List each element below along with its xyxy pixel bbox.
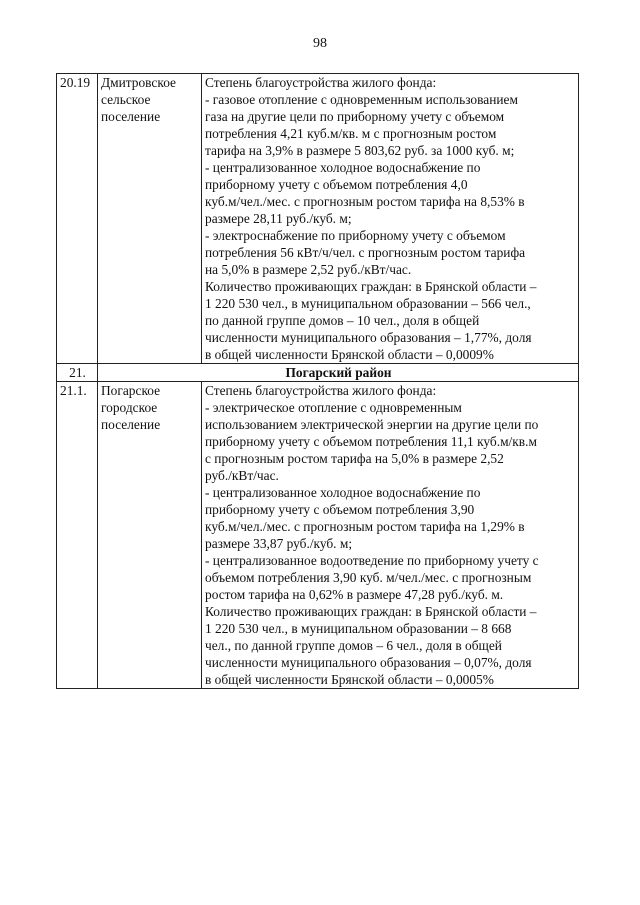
region-row: [57, 364, 579, 382]
settlement-name-line: поселение: [101, 109, 161, 124]
description-line: приборному учету с объемом потребления 3,90: [205, 502, 475, 517]
housing-description: [202, 74, 579, 364]
settlements-table: [56, 73, 579, 689]
description-line: - централизованное холодное водоснабжение по: [205, 485, 481, 500]
description-line: Степень благоустройства жилого фонда:: [205, 383, 437, 398]
description-line: 1 220 530 чел., в муниципальном образовании – 8 668: [205, 621, 512, 636]
description-line: потребления 4,21 куб.м/кв. м с прогнозным ростом: [205, 126, 497, 141]
description-line: руб./кВт/час.: [205, 468, 279, 483]
row-number: 20.19: [57, 74, 98, 364]
description-line: размере 33,87 руб./куб. м;: [205, 536, 353, 551]
description-line: Количество проживающих граждан: в Брянской области –: [205, 279, 537, 294]
description-line: ростом тарифа на 0,62% в размере 47,28 руб./куб. м.: [205, 587, 504, 602]
description-line: - электрическое отопление с одновременным: [205, 400, 462, 415]
settlement-name-line: городское: [101, 400, 158, 415]
settlement-name-line: Погарское: [101, 383, 161, 398]
description-line: газа на другие цели по приборному учету с объемом: [205, 109, 505, 124]
description-line: размере 28,11 руб./куб. м;: [205, 211, 352, 226]
description-line: Степень благоустройства жилого фонда:: [205, 75, 437, 90]
description-line: использованием электрической энергии на другие цели по: [205, 417, 539, 432]
description-line: потребления 56 кВт/ч/чел. с прогнозным ростом тарифа: [205, 245, 526, 260]
description-line: - централизованное холодное водоснабжение по: [205, 160, 481, 175]
description-line: по данной группе домов – 10 чел., доля в общей: [205, 313, 480, 328]
settlement-name: [98, 74, 202, 364]
settlement-name-line: поселение: [101, 417, 161, 432]
description-line: численности муниципального образования – 1,77%, доля: [205, 330, 532, 345]
description-line: численности муниципального образования – 0,07%, доля: [205, 655, 532, 670]
description-line: куб.м/чел./мес. с прогнозным ростом тарифа на 8,53% в: [205, 194, 525, 209]
description-line: куб.м/чел./мес. с прогнозным ростом тарифа на 1,29% в: [205, 519, 525, 534]
row-number: 21.1.: [57, 382, 98, 689]
description-line: 1 220 530 чел., в муниципальном образовании – 566 чел.,: [205, 296, 531, 311]
description-line: чел., по данной группе домов – 6 чел., доля в общей: [205, 638, 502, 653]
region-name: Погарский район: [98, 364, 579, 382]
settlement-name: [98, 382, 202, 689]
description-line: тарифа на 3,9% в размере 5 803,62 руб. за 1000 куб. м;: [205, 143, 515, 158]
settlement-name-line: Дмитровское: [101, 75, 176, 90]
description-line: в общей численности Брянской области – 0,0005%: [205, 672, 494, 687]
description-line: с прогнозным ростом тарифа на 5,0% в размере 2,52: [205, 451, 504, 466]
page-number: 98: [313, 36, 327, 51]
description-line: приборному учету с объемом потребления 4,0: [205, 177, 468, 192]
row-number: 21.: [57, 364, 98, 382]
settlement-name-line: сельское: [101, 92, 151, 107]
description-line: - электроснабжение по приборному учету с объемом: [205, 228, 506, 243]
description-line: приборному учету с объемом потребления 11,1 куб.м/кв.м: [205, 434, 537, 449]
housing-description: [202, 382, 579, 689]
description-line: - газовое отопление с одновременным использованием: [205, 92, 518, 107]
table-row: [57, 382, 579, 689]
description-line: - централизованное водоотведение по приборному учету с: [205, 553, 539, 568]
description-line: Количество проживающих граждан: в Брянской области –: [205, 604, 537, 619]
description-line: на 5,0% в размере 2,52 руб./кВт/час.: [205, 262, 412, 277]
description-line: в общей численности Брянской области – 0,0009%: [205, 347, 494, 362]
description-line: объемом потребления 3,90 куб. м/чел./мес. с прогнозным: [205, 570, 532, 585]
table-row: [57, 74, 579, 364]
